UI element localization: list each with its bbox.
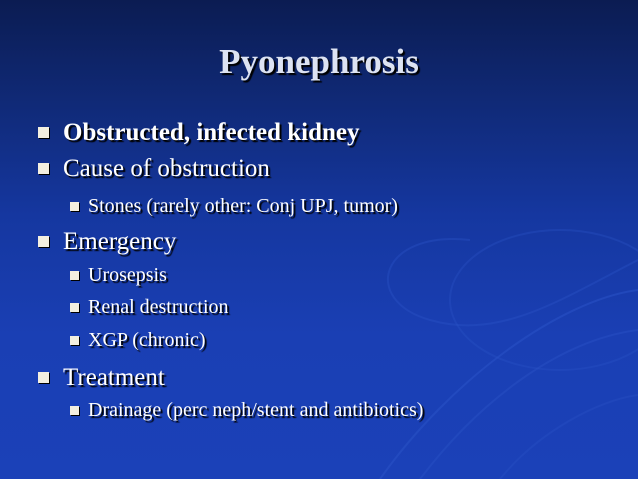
bullet-text: Cause of obstruction (63, 155, 270, 182)
bullet-text: Emergency (63, 228, 177, 255)
bullet-text: Treatment (63, 364, 165, 391)
square-bullet-icon (70, 271, 79, 280)
sub-bullet-text: Stones (rarely other: Conj UPJ, tumor) (88, 195, 398, 217)
sub-bullet-text: Drainage (perc neph/stent and antibiotics) (88, 399, 424, 421)
bullet-text: Obstructed, infected kidney (63, 119, 360, 146)
square-bullet-icon (70, 202, 79, 211)
square-bullet-icon (38, 236, 49, 247)
slide-title: Pyonephrosis (219, 42, 419, 81)
square-bullet-icon (70, 406, 79, 415)
sub-bullet-text: Renal destruction (88, 296, 229, 318)
sub-bullet-text: XGP (chronic) (88, 329, 206, 351)
square-bullet-icon (70, 303, 79, 312)
sub-bullet-text: Urosepsis (88, 264, 167, 286)
square-bullet-icon (38, 127, 49, 138)
square-bullet-icon (70, 336, 79, 345)
square-bullet-icon (38, 372, 49, 383)
square-bullet-icon (38, 163, 49, 174)
